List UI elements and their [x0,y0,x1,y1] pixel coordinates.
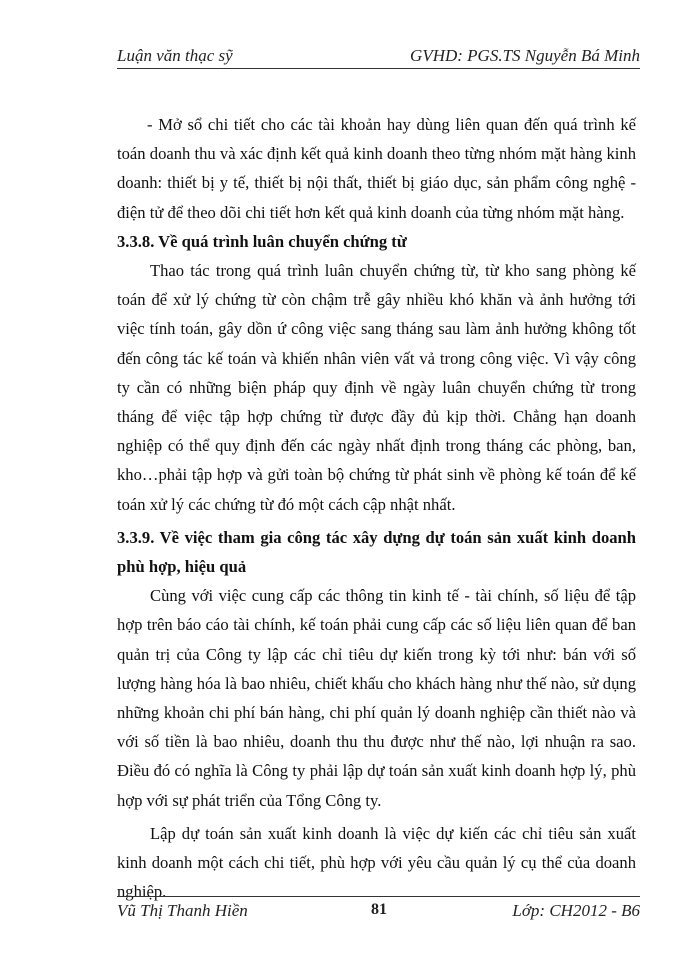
page-number: 81 [371,901,387,918]
section-heading-3-3-9: 3.3.9. Về việc tham gia công tác xây dựng dự toán sản xuất kinh doanh phù hợp, hiệu quả [117,527,636,577]
footer-class: Lớp: CH2012 - B6 [512,901,640,920]
paragraph-3-3-9-b: Lập dự toán sản xuất kinh doanh là việc dự kiến các chỉ tiêu sản xuất kinh doanh một cách chi tiết, phù hợp với yêu cầu quản lý cụ thể của doanh nghiệp. [117,823,636,902]
page-body [117,110,636,906]
section-heading-3-3-8: 3.3.8. Về quá trình luân chuyển chứng từ [117,231,407,251]
footer-author: Vũ Thị Thanh Hiền [117,901,248,920]
paragraph-3-3-8: Thao tác trong quá trình luân chuyển chứng từ, từ kho sang phòng kế toán để xử lý chứng từ còn chậm trễ gây nhiều khó khăn và ảnh hưởng tới việc tính toán, gây dồn ứ công việc sang tháng sau làm ảnh hưởng không tốt đến công tác kế toán và khiến nhân viên vất vả trong công việc. Vì vậy công ty cần có những biện pháp quy định về ngày luân chuyển chứng từ trong tháng để việc tập hợp chứng từ được đầy đủ kịp thời. Chẳng hạn doanh nghiệp có thể quy định đến các ngày nhất định trong tháng các phòng, ban, kho…phải tập hợp và gửi toàn bộ chứng từ phát sinh về phòng kế toán để kế toán xử lý các chứng từ đó một cách cập nhật nhất. [117,261,636,514]
page-header [117,36,640,69]
page-footer [117,896,640,921]
paragraph-3-3-9-a: Cùng với việc cung cấp các thông tin kinh tế - tài chính, số liệu để tập hợp trên báo cáo tài chính, kế toán phải cung cấp các số liệu liên quan để ban quản trị của Công ty lập các chỉ tiêu dự kiến trong kỳ tới như: bán với số lượng hàng hóa là bao nhiêu, chiết khấu cho khách hàng như thế nào, sử dụng những khoản chi phí bán hàng, chi phí quản lý doanh nghiệp cần thiết nào và với số tiền là bao nhiêu, doanh thu thu được như thế nào, lợi nhuận ra sao. Điều đó có nghĩa là Công ty phải lập dự toán sản xuất kinh doanh hợp lý, phù hợp với sự phát triển của Tổng Công ty. [117,586,636,810]
bullet-paragraph: - Mở sổ chi tiết cho các tài khoản hay dùng liên quan đến quá trình kế toán doanh thu và xác định kết quả kinh doanh theo từng nhóm mặt hàng kinh doanh: thiết bị y tế, thiết bị nội thất, thiết bị giáo dục, sản phẩm công nghệ - điện tử để theo dõi chi tiết hơn kết quả kinh doanh của từng nhóm mặt hàng. [117,115,636,222]
header-advisor-label: GVHD: PGS.TS Nguyễn Bá Minh [410,46,640,65]
header-thesis-label: Luận văn thạc sỹ [117,46,233,65]
